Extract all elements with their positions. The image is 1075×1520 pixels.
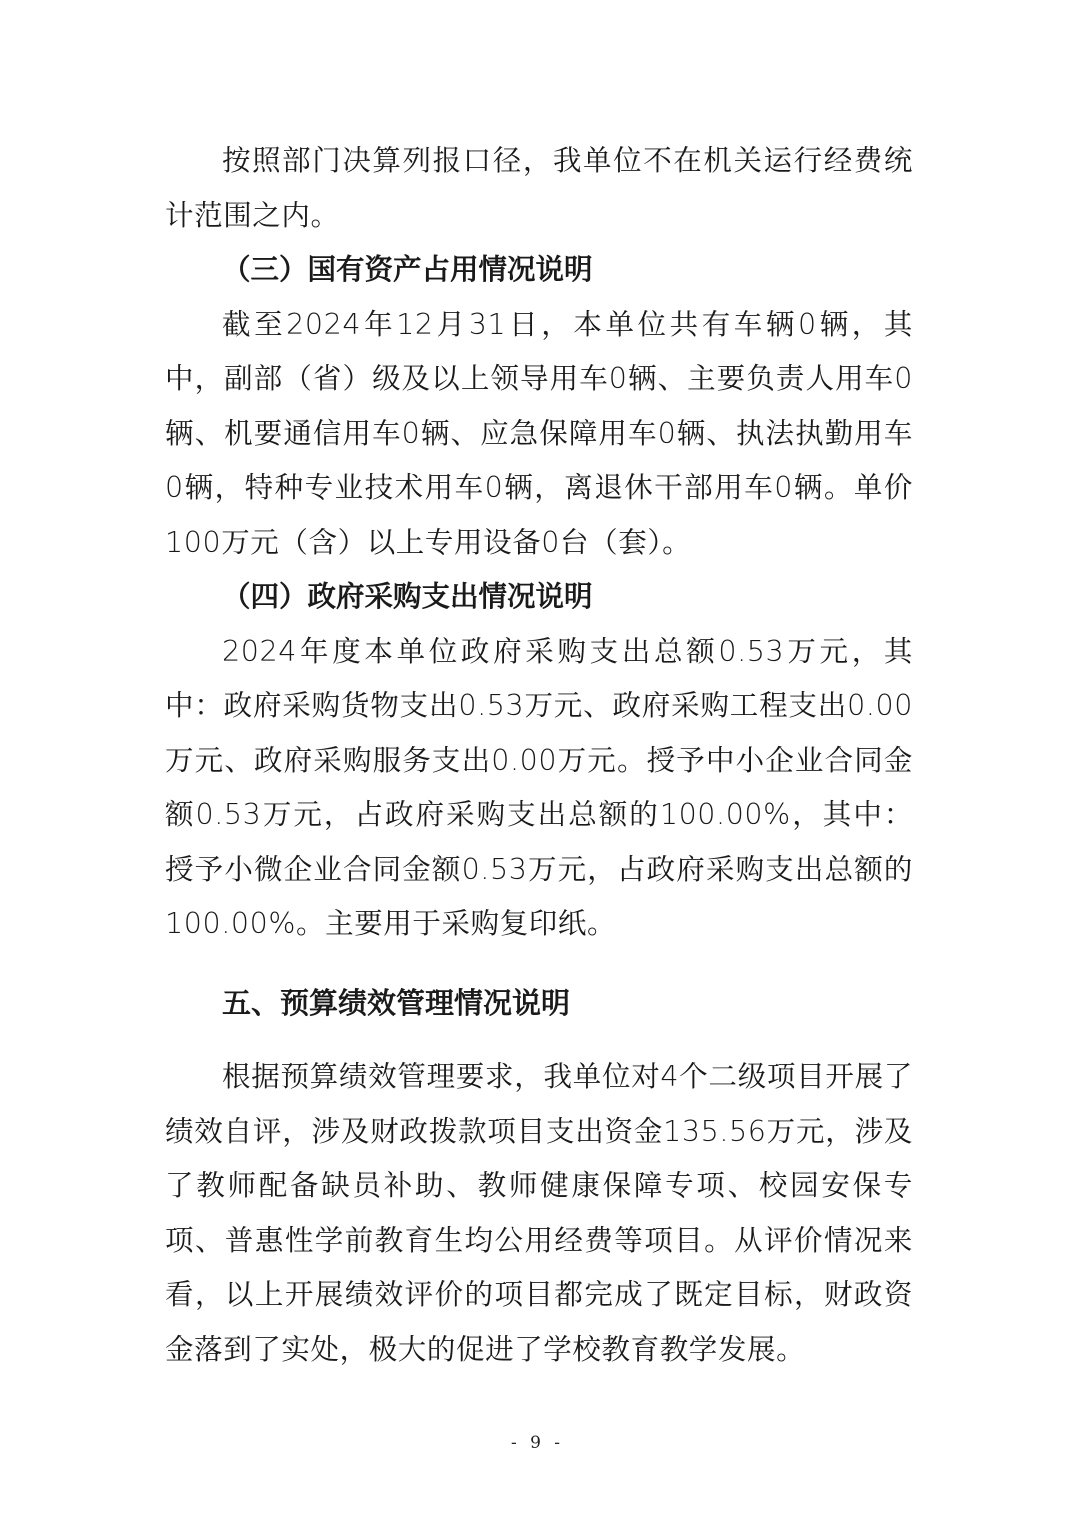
heading-state-assets: （三）国有资产占用情况说明 [222,253,593,286]
spacer [165,952,913,976]
heading-performance-management: 五、预算绩效管理情况说明 [222,985,571,1020]
paragraph-government-procurement: 2024年度本单位政府采购支出总额0.53万元，其中：政府采购货物支出0.53万元、政府采购工程支出0.00万元、政府采购服务支出0.00万元。授予中小企业合同金额0.53万元，占政府采购支出总额的100.00%，其中：授予小微企业合同金额0.53万元，占政府采购支出总额的100.00%。主要用于采购复印纸。 [165,634,913,940]
document-body [165,134,913,1377]
page-number: - 9 - [510,1433,565,1453]
heading-government-procurement: （四）政府采购支出情况说明 [222,580,593,613]
spacer [165,1030,913,1050]
paragraph-office-costs: 按照部门决算列报口径，我单位不在机关运行经费统计范围之内。 [165,144,913,232]
paragraph-state-assets: 截至2024年12月31日，本单位共有车辆0辆，其中，副部（省）级及以上领导用车0辆、主要负责人用车0辆、机要通信用车0辆、应急保障用车0辆、执法执勤用车0辆，特种专业技术用车0辆，离退休干部用车0辆。单价100万元（含）以上专用设备0台（套）。 [165,307,913,559]
paragraph-performance-management: 根据预算绩效管理要求，我单位对4个二级项目开展了绩效自评，涉及财政拨款项目支出资金135.56万元，涉及了教师配备缺员补助、教师健康保障专项、校园安保专项、普惠性学前教育生均公用经费等项目。从评价情况来看，以上开展绩效评价的项目都完成了既定目标，财政资金落到了实处，极大的促进了学校教育教学发展。 [165,1060,913,1366]
